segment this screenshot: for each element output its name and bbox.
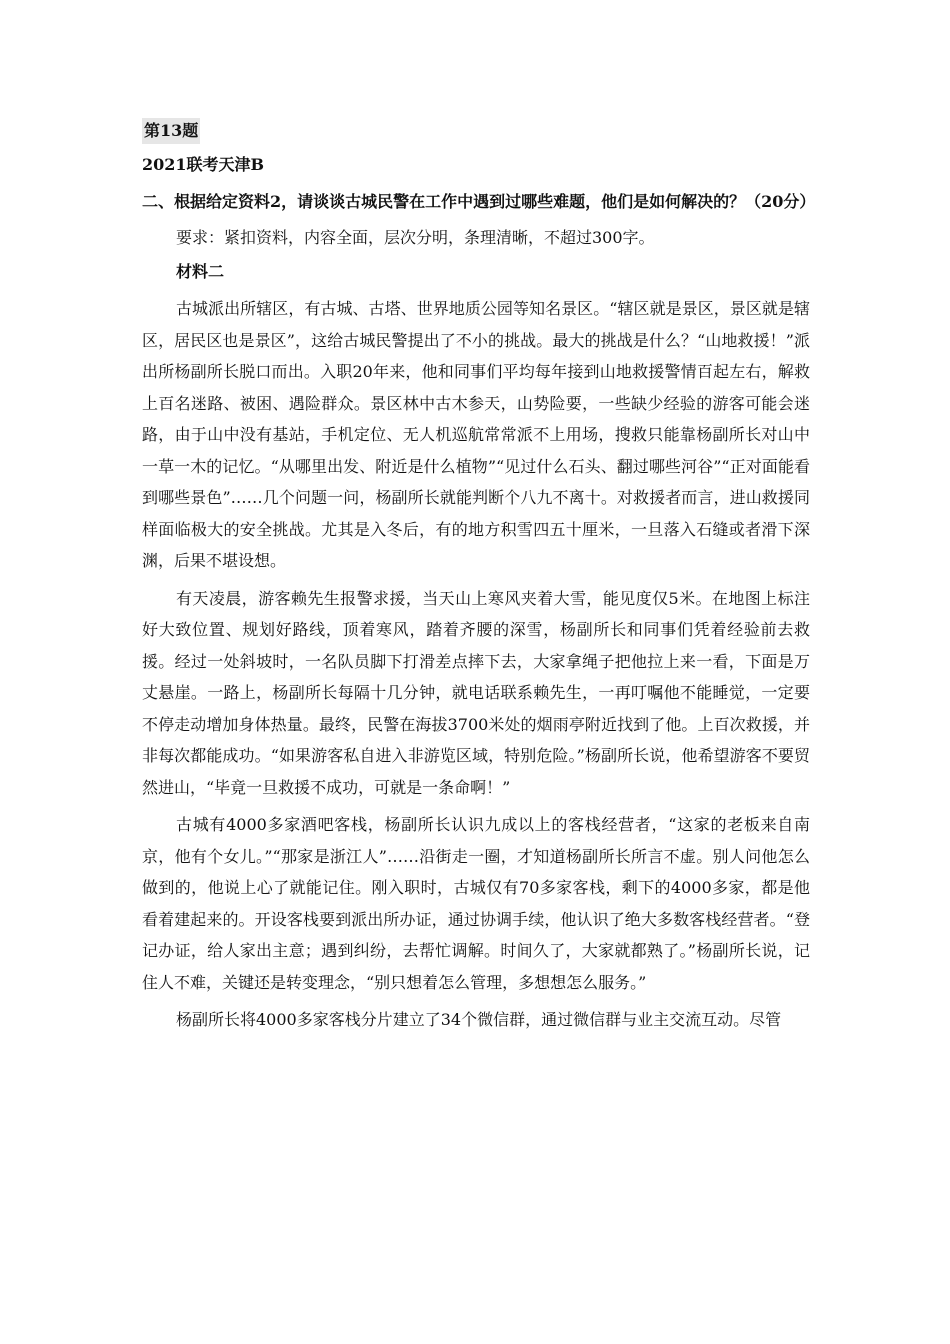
document-body xyxy=(142,118,816,1042)
exam-source: 2021联考天津B xyxy=(142,155,265,174)
material-title: 材料二 xyxy=(176,262,225,281)
question-prompt: 二、根据给定资料2，请谈谈古城民警在工作中遇到过哪些难题，他们是如何解决的？（20分） xyxy=(142,192,816,211)
material-paragraph-4: 杨副所长将4000多家客栈分片建立了34个微信群，通过微信群与业主交流互动。尽管 xyxy=(176,1010,782,1029)
question-number: 第13题 xyxy=(142,118,200,144)
material-paragraph-1: 古城派出所辖区，有古城、古塔、世界地质公园等知名景区。“辖区就是景区，景区就是辖区，居民区也是景区”，这给古城民警提出了不小的挑战。最大的挑战是什么？“山地救援！”派出所杨副所长脱口而出。入职20年来，他和同事们平均每年接到山地救援警情百起左右，解救上百名迷路、被困、遇险群众。景区林中古木参天，山势险要，一些缺少经验的游客可能会迷路，由于山中没有基站，手机定位、无人机巡航常常派不上用场，搜救只能靠杨副所长对山中一草一木的记忆。“从哪里出发、附近是什么植物”“见过什么石头、翻过哪些河谷”“正对面能看到哪些景色”……几个问题一问，杨副所长就能判断个八九不离十。对救援者而言，进山救援同样面临极大的安全挑战。尤其是入冬后，有的地方积雪四五十厘米，一旦落入石缝或者滑下深渊，后果不堪设想。 xyxy=(142,299,810,570)
material-paragraph-3: 古城有4000多家酒吧客栈，杨副所长认识九成以上的客栈经营者，“这家的老板来自南京，他有个女儿。”“那家是浙江人”……沿街走一圈，才知道杨副所长所言不虚。别人问他怎么做到的，他说上心了就能记住。刚入职时，古城仅有70多家客栈，剩下的4000多家，都是他看着建起来的。开设客栈要到派出所办证，通过协调手续，他认识了绝大多数客栈经营者。“登记办证，给人家出主意；遇到纠纷，去帮忙调解。时间久了，大家就都熟了。”杨副所长说，记住人不难，关键还是转变理念，“别只想着怎么管理，多想想怎么服务。” xyxy=(142,815,810,992)
answer-requirement: 要求：紧扣资料，内容全面，层次分明，条理清晰，不超过300字。 xyxy=(176,228,655,247)
question-number-line xyxy=(142,118,810,144)
material-paragraph-2: 有天凌晨，游客赖先生报警求援，当天山上寒风夹着大雪，能见度仅5米。在地图上标注好大致位置、规划好路线，顶着寒风，踏着齐腰的深雪，杨副所长和同事们凭着经验前去救援。经过一处斜坡时，一名队员脚下打滑差点摔下去，大家拿绳子把他拉上来一看，下面是万丈悬崖。一路上，杨副所长每隔十几分钟，就电话联系赖先生，一再叮嘱他不能睡觉，一定要不停走动增加身体热量。最终，民警在海拔3700米处的烟雨亭附近找到了他。上百次救援，并非每次都能成功。“如果游客私自进入非游览区域，特别危险。”杨副所长说，他希望游客不要贸然进山，“毕竟一旦救援不成功，可就是一条命啊！” xyxy=(142,588,810,797)
